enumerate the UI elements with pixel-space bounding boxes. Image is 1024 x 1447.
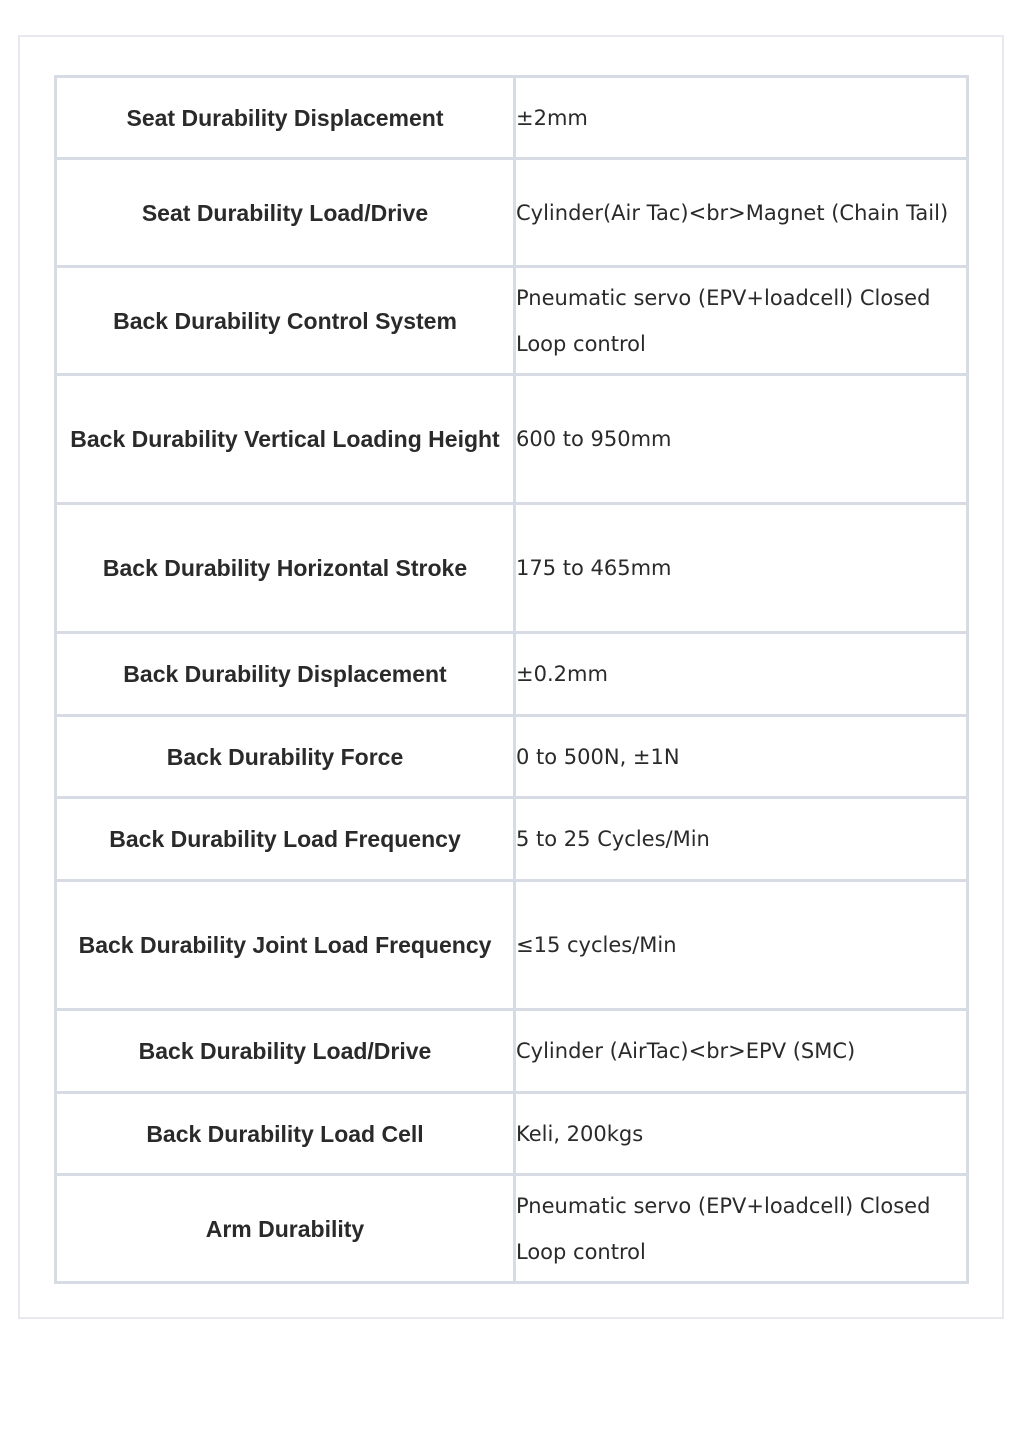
spec-label: Back Durability Horizontal Stroke	[56, 504, 515, 633]
spec-label: Back Durability Force	[56, 716, 515, 798]
table-row	[56, 267, 968, 375]
spec-label: Back Durability Vertical Loading Height	[56, 375, 515, 504]
spec-value: Pneumatic servo (EPV+loadcell) Closed Loop control	[515, 267, 968, 375]
spec-label: Arm Durability	[56, 1175, 515, 1283]
table-row	[56, 716, 968, 798]
table-row	[56, 633, 968, 716]
table-row	[56, 159, 968, 267]
spec-label: Back Durability Control System	[56, 267, 515, 375]
spec-label: Seat Durability Load/Drive	[56, 159, 515, 267]
spec-label: Back Durability Joint Load Frequency	[56, 881, 515, 1010]
spec-label: Back Durability Load Cell	[56, 1093, 515, 1175]
spec-label: Back Durability Load/Drive	[56, 1010, 515, 1093]
spec-value: 600 to 950mm	[515, 375, 968, 504]
spec-table	[54, 75, 969, 1284]
table-row	[56, 1010, 968, 1093]
spec-label: Seat Durability Displacement	[56, 77, 515, 159]
table-row	[56, 881, 968, 1010]
spec-label: Back Durability Load Frequency	[56, 798, 515, 881]
spec-value: 5 to 25 Cycles/Min	[515, 798, 968, 881]
spec-label: Back Durability Displacement	[56, 633, 515, 716]
spec-value: Cylinder(Air Tac)<br>Magnet (Chain Tail)	[515, 159, 968, 267]
spec-value: Keli, 200kgs	[515, 1093, 968, 1175]
spec-value: 0 to 500N, ±1N	[515, 716, 968, 798]
spec-value: ≤15 cycles/Min	[515, 881, 968, 1010]
table-row	[56, 77, 968, 159]
table-row	[56, 375, 968, 504]
spec-value: Pneumatic servo (EPV+loadcell) Closed Loop control	[515, 1175, 968, 1283]
spec-value: 175 to 465mm	[515, 504, 968, 633]
spec-value: ±2mm	[515, 77, 968, 159]
table-row	[56, 1093, 968, 1175]
spec-value: Cylinder (AirTac)<br>EPV (SMC)	[515, 1010, 968, 1093]
table-row	[56, 504, 968, 633]
table-row	[56, 1175, 968, 1283]
spec-value: ±0.2mm	[515, 633, 968, 716]
table-row	[56, 798, 968, 881]
